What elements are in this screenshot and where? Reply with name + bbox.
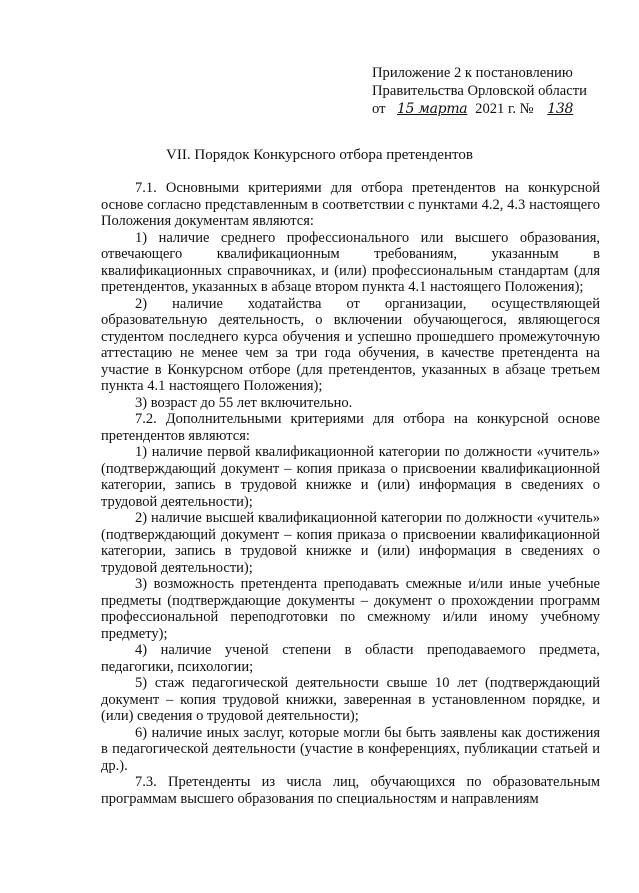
paragraph: 2) наличие ходатайства от организации, осуществляющей образовательную деятельность, о включении обучающегося, являющегося студентом последнего курса обучения и успешно прошедшего промежуточную аттестацию не менее чем за три года обучения, в качестве претендента на участие в Конкурсном отборе (для претендентов, указанных в абзаце третьем пункта 4.1 настоящего Положения); [101, 295, 600, 394]
paragraph: 5) стаж педагогической деятельности свыше 10 лет (подтверждающий документ – копия трудовой книжки, заверенная в установленном порядке, и (или) сведения о трудовой деятельности); [101, 675, 600, 724]
date-year: 2021 г. № [475, 101, 534, 117]
paragraph: 7.2. Дополнительными критериями для отбора на конкурсной основе претендентов являются: [101, 411, 600, 444]
appendix-header [372, 64, 622, 118]
paragraph: 1) наличие среднего профессионального или высшего образования, отвечающего квалификационным требованиям, указанным в квалификационных справочниках, и (или) профессиональным стандартам (для претендентов, указанных в абзаце втором пункта 4.1 настоящего Положения); [101, 229, 600, 295]
handwritten-number: 138 [547, 101, 574, 117]
handwritten-date: 15 марта [396, 101, 468, 117]
paragraph: 3) возраст до 55 лет включительно. [135, 394, 353, 411]
appendix-line-1: Приложение 2 к постановлению [372, 65, 573, 81]
paragraph: 3) возможность претендента преподавать смежные и/или иные учебные предметы (подтверждающие документы – документ о прохождении программ профессиональной переподготовки по смежному и/или иному учебному предмету); [101, 576, 600, 642]
paragraph: 4) наличие ученой степени в области преподаваемого предмета, педагогики, психологии; [101, 642, 600, 675]
date-prefix: от [372, 101, 386, 117]
paragraph: 6) наличие иных заслуг, которые могли бы быть заявлены как достижения в педагогической деятельности (участие в конференциях, публикации статьей и др.). [101, 724, 600, 774]
paragraph: 1) наличие первой квалификационной категории по должности «учитель» (подтверждающий документ – копия приказа о присвоении квалификационной категории, запись в трудовой книжке и (или) информация в сведениях о трудовой деятельности); [101, 444, 600, 510]
section-title: VII. Порядок Конкурсного отбора претендентов [166, 147, 473, 163]
paragraph: 2) наличие высшей квалификационной категории по должности «учитель» (подтверждающий документ – копия приказа о присвоении квалификационной категории, запись в трудовой книжке и (или) информация в сведениях о трудовой деятельности); [101, 510, 600, 576]
appendix-line-2: Правительства Орловской области [372, 83, 587, 99]
paragraph: 7.1. Основными критериями для отбора претендентов на конкурсной основе согласно представленным в соответствии с пунктами 4.2, 4.3 настоящего Положения документам являются: [101, 180, 600, 229]
document-body [101, 180, 600, 807]
paragraph: 7.3. Претенденты из числа лиц, обучающихся по образовательным программам высшего образования по специальностям и направлениям [101, 774, 600, 807]
appendix-date-line [372, 100, 622, 118]
